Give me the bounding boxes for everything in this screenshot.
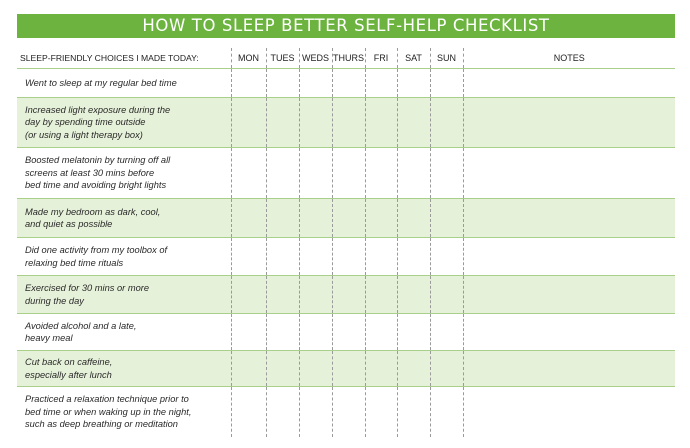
check-cell-sun[interactable] (430, 69, 463, 98)
check-cell-tues[interactable] (266, 238, 299, 276)
notes-cell[interactable] (463, 351, 675, 387)
notes-cell[interactable] (463, 387, 675, 437)
check-cell-sun[interactable] (430, 314, 463, 351)
day-header-mon: MON (231, 48, 266, 69)
check-cell-sun[interactable] (430, 276, 463, 314)
day-header-fri: FRI (365, 48, 397, 69)
choices-header: SLEEP-FRIENDLY CHOICES I MADE TODAY: (17, 48, 231, 69)
checklist-row (17, 238, 675, 276)
check-cell-tues[interactable] (266, 351, 299, 387)
check-cell-sat[interactable] (397, 387, 430, 437)
activity-label: Did one activity from my toolbox of relaxing bed time rituals (17, 238, 231, 276)
check-cell-fri[interactable] (365, 199, 397, 238)
check-cell-weds[interactable] (299, 276, 332, 314)
check-cell-mon[interactable] (231, 199, 266, 238)
notes-cell[interactable] (463, 69, 675, 98)
check-cell-tues[interactable] (266, 387, 299, 437)
check-cell-fri[interactable] (365, 238, 397, 276)
check-cell-sat[interactable] (397, 69, 430, 98)
checklist-row (17, 314, 675, 351)
check-cell-weds[interactable] (299, 98, 332, 148)
check-cell-thurs[interactable] (332, 148, 365, 199)
check-cell-sun[interactable] (430, 238, 463, 276)
notes-cell[interactable] (463, 276, 675, 314)
checklist-row (17, 351, 675, 387)
check-cell-sun[interactable] (430, 199, 463, 238)
check-cell-tues[interactable] (266, 69, 299, 98)
check-cell-weds[interactable] (299, 69, 332, 98)
activity-label: Made my bedroom as dark, cool, and quiet as possible (17, 199, 231, 238)
check-cell-fri[interactable] (365, 276, 397, 314)
activity-label: Practiced a relaxation technique prior to bed time or when waking up in the night, such as deep breathing or meditation (25, 394, 192, 429)
day-header-thurs: THURS (332, 48, 365, 69)
check-cell-sat[interactable] (397, 98, 430, 148)
check-cell-fri[interactable] (365, 148, 397, 199)
activity-label: Increased light exposure during the day by spending time outside (or using a light therapy box) (17, 98, 231, 148)
check-cell-sun[interactable] (430, 387, 463, 437)
check-cell-weds[interactable] (299, 148, 332, 199)
checklist-row (17, 148, 675, 199)
check-cell-thurs[interactable] (332, 387, 365, 437)
activity-label: Boosted melatonin by turning off all screens at least 30 mins before bed time and avoiding bright lights (17, 148, 231, 199)
notes-cell[interactable] (463, 148, 675, 199)
check-cell-thurs[interactable] (332, 199, 365, 238)
check-cell-fri[interactable] (365, 387, 397, 437)
notes-cell[interactable] (463, 238, 675, 276)
check-cell-thurs[interactable] (332, 238, 365, 276)
check-cell-weds[interactable] (299, 238, 332, 276)
check-cell-fri[interactable] (365, 69, 397, 98)
check-cell-weds[interactable] (299, 351, 332, 387)
activity-label: Exercised for 30 mins or more during the day (17, 276, 231, 314)
check-cell-mon[interactable] (231, 387, 266, 437)
notes-cell[interactable] (463, 314, 675, 351)
check-cell-sat[interactable] (397, 238, 430, 276)
checklist-row (17, 199, 675, 238)
check-cell-mon[interactable] (231, 98, 266, 148)
check-cell-sat[interactable] (397, 314, 430, 351)
check-cell-fri[interactable] (365, 351, 397, 387)
check-cell-thurs[interactable] (332, 98, 365, 148)
checklist-title: HOW TO SLEEP BETTER SELF-HELP CHECKLIST (17, 14, 675, 38)
check-cell-thurs[interactable] (332, 314, 365, 351)
day-header-weds: WEDS (299, 48, 332, 69)
check-cell-thurs[interactable] (332, 276, 365, 314)
check-cell-mon[interactable] (231, 276, 266, 314)
checklist-row (17, 276, 675, 314)
check-cell-weds[interactable] (299, 387, 332, 437)
checklist-row (17, 98, 675, 148)
activity-label: Went to sleep at my regular bed time (17, 69, 231, 98)
activity-label: Cut back on caffeine, especially after lunch (17, 351, 231, 387)
checklist-body (17, 69, 675, 437)
check-cell-mon[interactable] (231, 148, 266, 199)
checklist-row (17, 69, 675, 98)
activity-label: Avoided alcohol and a late, heavy meal (17, 314, 231, 351)
header-row (17, 48, 675, 69)
check-cell-sat[interactable] (397, 199, 430, 238)
check-cell-mon[interactable] (231, 238, 266, 276)
check-cell-tues[interactable] (266, 98, 299, 148)
check-cell-tues[interactable] (266, 199, 299, 238)
day-header-sat: SAT (397, 48, 430, 69)
check-cell-mon[interactable] (231, 351, 266, 387)
notes-header: NOTES (463, 48, 675, 69)
check-cell-sun[interactable] (430, 98, 463, 148)
check-cell-sun[interactable] (430, 351, 463, 387)
check-cell-thurs[interactable] (332, 351, 365, 387)
check-cell-fri[interactable] (365, 98, 397, 148)
check-cell-sat[interactable] (397, 148, 430, 199)
checklist-table (17, 48, 675, 437)
check-cell-thurs[interactable] (332, 69, 365, 98)
day-header-tues: TUES (266, 48, 299, 69)
checklist-row (17, 387, 675, 437)
check-cell-sun[interactable] (430, 148, 463, 199)
check-cell-sat[interactable] (397, 276, 430, 314)
check-cell-weds[interactable] (299, 314, 332, 351)
check-cell-tues[interactable] (266, 314, 299, 351)
check-cell-tues[interactable] (266, 276, 299, 314)
check-cell-mon[interactable] (231, 69, 266, 98)
check-cell-fri[interactable] (365, 314, 397, 351)
day-header-sun: SUN (430, 48, 463, 69)
check-cell-sat[interactable] (397, 351, 430, 387)
check-cell-tues[interactable] (266, 148, 299, 199)
notes-cell[interactable] (463, 199, 675, 238)
notes-cell[interactable] (463, 98, 675, 148)
check-cell-weds[interactable] (299, 199, 332, 238)
check-cell-mon[interactable] (231, 314, 266, 351)
